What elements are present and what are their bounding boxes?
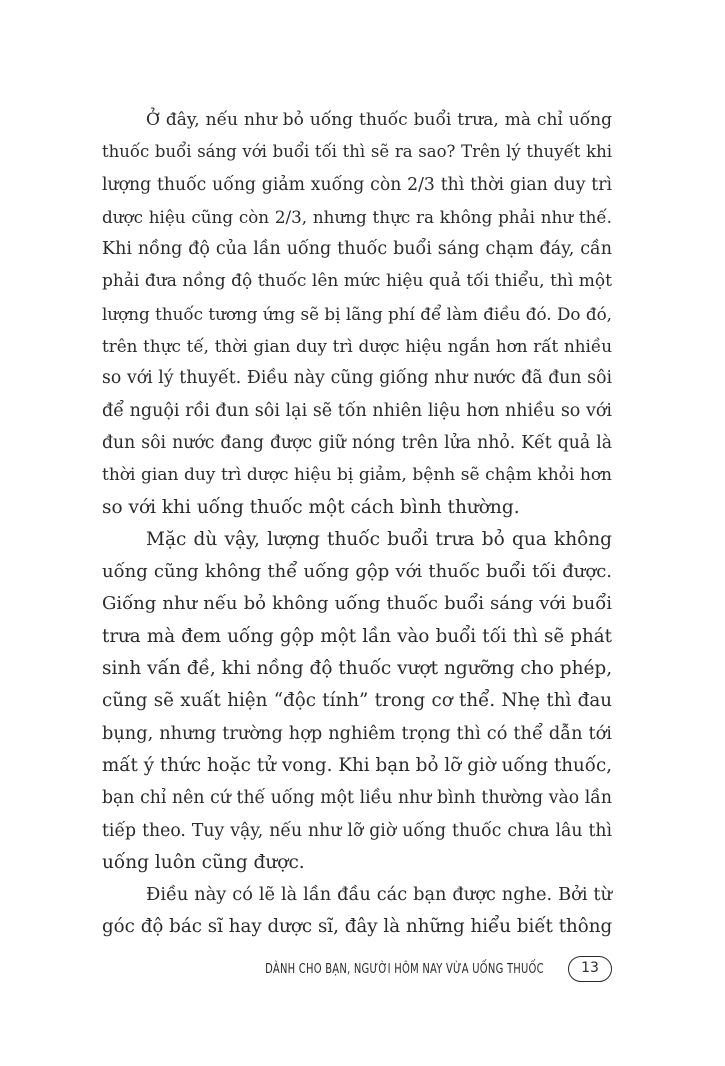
page-number: 13: [568, 956, 612, 982]
paragraph-2-line: Mặc dù vậy, lượng thuốc buổi trưa bỏ qua không: [146, 528, 612, 550]
paragraph-1-line: so với khi uống thuốc một cách bình thường.: [102, 496, 520, 518]
paragraph-2-line: cũng sẽ xuất hiện “độc tính” trong cơ thể. Nhẹ thì đau: [102, 690, 612, 712]
paragraph-1-line: lượng thuốc uống giảm xuống còn 2/3 thì thời gian duy trì: [102, 174, 612, 195]
paragraph-3-line: góc độ bác sĩ hay dược sĩ, đây là những hiểu biết thông: [102, 916, 613, 938]
paragraph-2-line: uống luôn cũng được.: [102, 851, 305, 873]
paragraph-1-line: trên thực tế, thời gian duy trì dược hiệu ngắn hơn rất nhiều: [102, 336, 612, 357]
page-footer: [200, 956, 612, 986]
paragraph-1-line: lượng thuốc tương ứng sẽ bị lãng phí để làm điều đó. Do đó,: [102, 303, 612, 324]
paragraph-2-line: tiếp theo. Tuy vậy, nếu như lỡ giờ uống thuốc chưa lâu thì: [102, 820, 612, 841]
paragraph-1-line: đun sôi nước đang được giữ nóng trên lửa nhỏ. Kết quả là: [102, 432, 612, 453]
paragraph-2-line: bạn chỉ nên cứ thế uống một liều như bình thường vào lần: [102, 788, 612, 809]
paragraph-3-line: Điều này có lẽ là lần đầu các bạn được nghe. Bởi từ: [146, 885, 612, 906]
paragraph-2-line: bụng, nhưng trường hợp nghiêm trọng thì có thể dẫn tới: [102, 723, 612, 744]
running-head: DÀNH CHO BẠN, NGƯỜI HÔM NAY VỪA UỐNG THUỐC: [265, 961, 544, 977]
paragraph-2-line: Giống như nếu bỏ không uống thuốc buổi sáng với buổi: [102, 593, 612, 615]
paragraph-1-line: thời gian duy trì dược hiệu bị giảm, bệnh sẽ chậm khỏi hơn: [102, 465, 612, 486]
paragraph-2-line: uống cũng không thể uống gộp với thuốc buổi tối được.: [102, 561, 612, 583]
paragraph-2-line: trưa mà đem uống gộp một lần vào buổi tối thì sẽ phát: [102, 625, 612, 647]
paragraph-2-line: sinh vấn đề, khi nồng độ thuốc vượt ngưỡng cho phép,: [102, 658, 613, 680]
paragraph-1-line: so với lý thuyết. Điều này cũng giống như nước đã đun sôi: [102, 368, 612, 389]
paragraph-1-line: để nguội rồi đun sôi lại sẽ tốn nhiên liệu hơn nhiều so với: [102, 400, 612, 421]
paragraph-1-line: Khi nồng độ của lần uống thuốc buổi sáng chạm đáy, cần: [102, 239, 612, 260]
paragraph-1-line: dược hiệu cũng còn 2/3, nhưng thực ra không phải như thế.: [102, 206, 612, 227]
paragraph-1-line: thuốc buổi sáng với buổi tối thì sẽ ra sao? Trên lý thuyết khi: [102, 142, 612, 162]
paragraph-1-line: Ở đây, nếu như bỏ uống thuốc buổi trưa, mà chỉ uống: [146, 110, 612, 130]
paragraph-2-line: mất ý thức hoặc tử vong. Khi bạn bỏ lỡ giờ uống thuốc,: [102, 754, 612, 776]
paragraph-1-line: phải đưa nồng độ thuốc lên mức hiệu quả tối thiểu, thì một: [102, 271, 612, 292]
body-text: [102, 104, 612, 944]
